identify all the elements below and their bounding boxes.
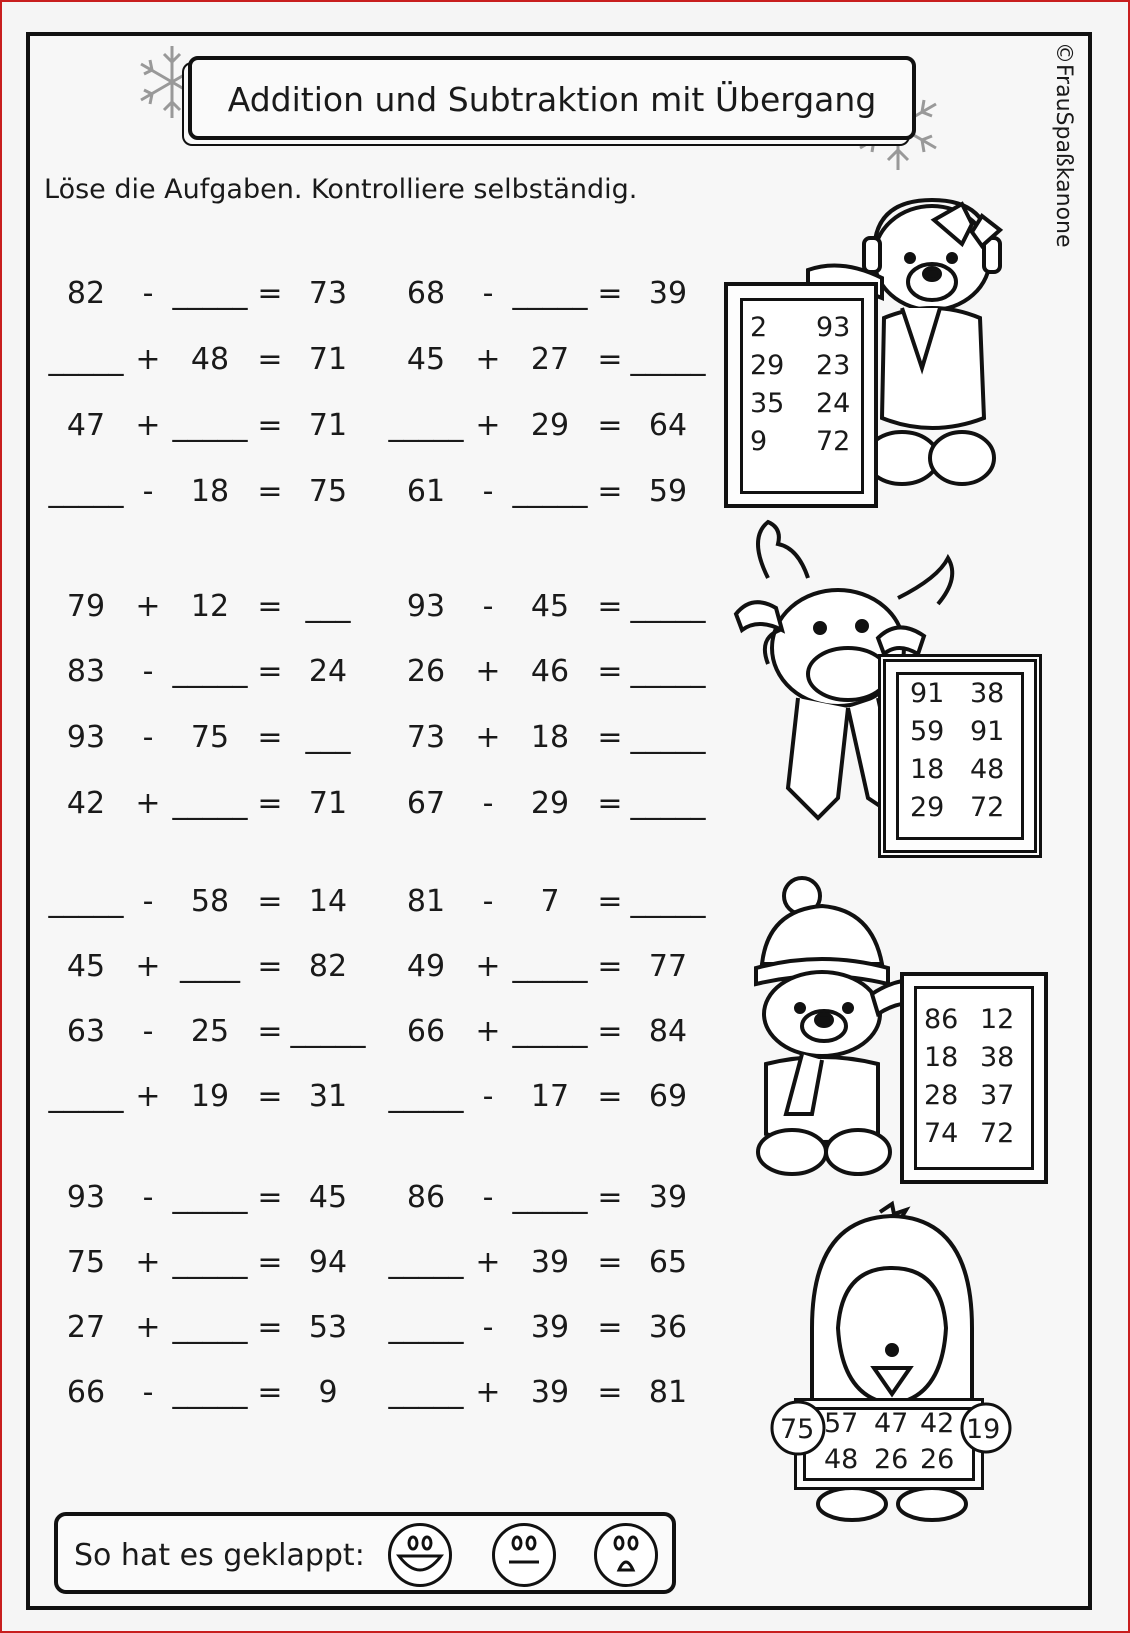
answer-blank[interactable]: _____: [630, 589, 706, 624]
operator: +: [475, 720, 501, 755]
operator: +: [475, 654, 501, 689]
equals-sign: =: [597, 1079, 623, 1114]
answer-blank[interactable]: _____: [630, 884, 706, 919]
number: 84: [648, 1014, 688, 1049]
equation-right: [386, 882, 706, 922]
number: 59: [648, 474, 688, 509]
equation-left: [46, 274, 366, 314]
answer-blank[interactable]: _____: [172, 276, 248, 311]
number: 66: [406, 1014, 446, 1049]
operator: +: [135, 1245, 161, 1280]
answer-value: 74: [924, 1118, 959, 1149]
title-box: [188, 56, 916, 140]
answer-blank[interactable]: _____: [388, 1245, 464, 1280]
answer-value: 42: [920, 1408, 955, 1439]
answer-blank[interactable]: _____: [290, 1014, 366, 1049]
number: 17: [530, 1079, 570, 1114]
answer-blank[interactable]: ___: [305, 720, 351, 755]
answer-value: 9: [750, 426, 768, 457]
operator: -: [482, 786, 494, 821]
equals-sign: =: [597, 654, 623, 689]
equals-sign: =: [257, 949, 283, 984]
answer-blank[interactable]: _____: [512, 1180, 588, 1215]
equals-sign: =: [597, 786, 623, 821]
equation-left: [46, 718, 366, 758]
answer-value: 86: [924, 1004, 959, 1035]
number: 25: [190, 1014, 230, 1049]
answer-blank[interactable]: _____: [512, 276, 588, 311]
operator: +: [135, 949, 161, 984]
number: 45: [308, 1180, 348, 1215]
number: 7: [540, 884, 560, 919]
answer-value: 12: [980, 1004, 1015, 1035]
answer-blank[interactable]: _____: [512, 1014, 588, 1049]
operator: +: [475, 408, 501, 443]
operator: +: [475, 1375, 501, 1410]
answer-blank[interactable]: _____: [630, 720, 706, 755]
operator: -: [142, 276, 154, 311]
page-title: Addition und Subtraktion mit Übergang: [227, 80, 877, 119]
number: 42: [66, 786, 106, 821]
operator: -: [482, 589, 494, 624]
answer-blank[interactable]: _____: [48, 474, 124, 509]
number: 73: [406, 720, 446, 755]
equation-left: [46, 1373, 366, 1413]
number: 81: [648, 1375, 688, 1410]
answer-value: 48: [824, 1444, 859, 1475]
answer-value: 2: [750, 312, 768, 343]
equation-right: [386, 274, 706, 314]
answer-blank[interactable]: _____: [172, 1375, 248, 1410]
number: 93: [66, 720, 106, 755]
equals-sign: =: [257, 1014, 283, 1049]
number: 39: [530, 1310, 570, 1345]
answer-blank[interactable]: ___: [305, 589, 351, 624]
number: 67: [406, 786, 446, 821]
number: 82: [308, 949, 348, 984]
operator: +: [475, 949, 501, 984]
equation-left: [46, 587, 366, 627]
answer-blank[interactable]: _____: [172, 408, 248, 443]
equation-right: [386, 340, 706, 380]
answer-blank[interactable]: _____: [512, 474, 588, 509]
number: 45: [66, 949, 106, 984]
equation-left: [46, 1178, 366, 1218]
number: 19: [190, 1079, 230, 1114]
equation-left: [46, 784, 366, 824]
number: 93: [406, 589, 446, 624]
equation-left: [46, 406, 366, 446]
equation-right: [386, 472, 706, 512]
number: 82: [66, 276, 106, 311]
equation-right: [386, 1178, 706, 1218]
operator: -: [482, 1310, 494, 1345]
equals-sign: =: [597, 342, 623, 377]
answer-blank[interactable]: _____: [172, 1310, 248, 1345]
equals-sign: =: [597, 474, 623, 509]
feedback-label: So hat es geklappt:: [74, 1538, 365, 1573]
equals-sign: =: [257, 1310, 283, 1345]
number: 65: [648, 1245, 688, 1280]
answer-blank[interactable]: _____: [630, 342, 706, 377]
equals-sign: =: [597, 408, 623, 443]
equals-sign: =: [597, 949, 623, 984]
number: 12: [190, 589, 230, 624]
equals-sign: =: [257, 1375, 283, 1410]
number: 71: [308, 408, 348, 443]
equals-sign: =: [597, 884, 623, 919]
answer-blank[interactable]: _____: [388, 408, 464, 443]
answer-value: 57: [824, 1408, 859, 1439]
answer-value: 26: [874, 1444, 909, 1475]
number: 79: [66, 589, 106, 624]
answer-value: 48: [970, 754, 1005, 785]
equation-left: [46, 472, 366, 512]
answer-blank[interactable]: _____: [388, 1375, 464, 1410]
equals-sign: =: [597, 1180, 623, 1215]
answer-blank[interactable]: _____: [630, 654, 706, 689]
operator: -: [482, 1079, 494, 1114]
answer-value: 18: [910, 754, 945, 785]
answer-blank[interactable]: _____: [172, 786, 248, 821]
number: 29: [530, 408, 570, 443]
operator: +: [135, 786, 161, 821]
equation-right: [386, 947, 706, 987]
number: 45: [530, 589, 570, 624]
answer-value: 18: [924, 1042, 959, 1073]
answer-panel-2: [878, 654, 1042, 858]
answer-blank[interactable]: _____: [388, 1310, 464, 1345]
answer-blank[interactable]: _____: [172, 1180, 248, 1215]
number: 75: [308, 474, 348, 509]
equals-sign: =: [257, 654, 283, 689]
equals-sign: =: [257, 1180, 283, 1215]
operator: -: [142, 1375, 154, 1410]
operator: -: [482, 884, 494, 919]
number: 83: [66, 654, 106, 689]
sad-face-icon[interactable]: [594, 1523, 658, 1587]
answer-value: 72: [980, 1118, 1015, 1149]
number: 86: [406, 1180, 446, 1215]
number: 39: [648, 1180, 688, 1215]
answer-value: 93: [816, 312, 851, 343]
equation-left: [46, 652, 366, 692]
operator: -: [482, 1180, 494, 1215]
answer-value: 91: [970, 716, 1005, 747]
number: 18: [530, 720, 570, 755]
number: 71: [308, 786, 348, 821]
number: 9: [318, 1375, 338, 1410]
number: 27: [530, 342, 570, 377]
answer-value: 38: [970, 678, 1005, 709]
operator: -: [142, 654, 154, 689]
operator: +: [475, 1245, 501, 1280]
number: 27: [66, 1310, 106, 1345]
equation-right: [386, 1077, 706, 1117]
number: 46: [530, 654, 570, 689]
number: 39: [648, 276, 688, 311]
answer-value: 59: [910, 716, 945, 747]
number: 71: [308, 342, 348, 377]
operator: -: [142, 474, 154, 509]
number: 77: [648, 949, 688, 984]
answer-value: 72: [970, 792, 1005, 823]
equals-sign: =: [257, 589, 283, 624]
answer-value: 24: [816, 388, 851, 419]
answer-value: 37: [980, 1080, 1015, 1111]
number: 49: [406, 949, 446, 984]
equals-sign: =: [597, 1014, 623, 1049]
credit-text: ©FrauSpaßkanone: [1051, 42, 1076, 248]
equation-left: [46, 1243, 366, 1283]
equation-left: [46, 1077, 366, 1117]
answer-value: 35: [750, 388, 785, 419]
operator: +: [475, 1014, 501, 1049]
equation-right: [386, 1373, 706, 1413]
number: 69: [648, 1079, 688, 1114]
equals-sign: =: [257, 720, 283, 755]
answer-value: 26: [920, 1444, 955, 1475]
neutral-face-icon[interactable]: [492, 1523, 556, 1587]
answer-blank[interactable]: _____: [172, 654, 248, 689]
equals-sign: =: [257, 884, 283, 919]
instruction-text: Löse die Aufgaben. Kontrolliere selbständig.: [44, 174, 638, 205]
equation-left: [46, 1012, 366, 1052]
feedback-box: [54, 1512, 676, 1594]
answer-value: 23: [816, 350, 851, 381]
answer-value: 38: [980, 1042, 1015, 1073]
number: 68: [406, 276, 446, 311]
answer-blank[interactable]: _____: [388, 1079, 464, 1114]
answer-blank[interactable]: _____: [48, 342, 124, 377]
number: 81: [406, 884, 446, 919]
number: 93: [66, 1180, 106, 1215]
operator: +: [135, 1310, 161, 1345]
number: 29: [530, 786, 570, 821]
number: 39: [530, 1375, 570, 1410]
equals-sign: =: [257, 1079, 283, 1114]
number: 24: [308, 654, 348, 689]
operator: -: [482, 276, 494, 311]
equation-right: [386, 406, 706, 446]
number: 75: [66, 1245, 106, 1280]
number: 64: [648, 408, 688, 443]
number: 61: [406, 474, 446, 509]
equals-sign: =: [257, 276, 283, 311]
answer-value: 91: [910, 678, 945, 709]
equals-sign: =: [597, 589, 623, 624]
equation-right: [386, 652, 706, 692]
equals-sign: =: [597, 276, 623, 311]
equals-sign: =: [257, 474, 283, 509]
number: 66: [66, 1375, 106, 1410]
operator: +: [135, 589, 161, 624]
answer-value: 47: [874, 1408, 909, 1439]
answer-panel-3: [900, 972, 1048, 1184]
equals-sign: =: [597, 1375, 623, 1410]
equals-sign: =: [257, 1245, 283, 1280]
operator: -: [482, 474, 494, 509]
operator: -: [142, 1180, 154, 1215]
number: 26: [406, 654, 446, 689]
equals-sign: =: [257, 786, 283, 821]
happy-face-icon[interactable]: [388, 1523, 452, 1587]
equation-right: [386, 718, 706, 758]
equation-right: [386, 1012, 706, 1052]
answer-blank[interactable]: _____: [172, 1245, 248, 1280]
answer-value: 29: [910, 792, 945, 823]
answer-panel-1: [724, 282, 878, 508]
equation-right: [386, 1308, 706, 1348]
operator: +: [135, 408, 161, 443]
number: 36: [648, 1310, 688, 1345]
answer-value: 28: [924, 1080, 959, 1111]
number: 31: [308, 1079, 348, 1114]
answer-value: 72: [816, 426, 851, 457]
answer-blank[interactable]: _____: [48, 884, 124, 919]
number: 53: [308, 1310, 348, 1345]
number: 18: [190, 474, 230, 509]
equation-right: [386, 1243, 706, 1283]
answer-blank[interactable]: _____: [630, 786, 706, 821]
number: 73: [308, 276, 348, 311]
number: 75: [190, 720, 230, 755]
answer-blank[interactable]: ____: [180, 949, 240, 984]
operator: +: [475, 342, 501, 377]
equation-left: [46, 1308, 366, 1348]
answer-blank[interactable]: _____: [512, 949, 588, 984]
equals-sign: =: [597, 1245, 623, 1280]
equation-left: [46, 947, 366, 987]
number: 58: [190, 884, 230, 919]
equation-right: [386, 784, 706, 824]
operator: -: [142, 884, 154, 919]
equation-right: [386, 587, 706, 627]
answer-value: 29: [750, 350, 785, 381]
answer-value: 75: [780, 1414, 815, 1445]
number: 48: [190, 342, 230, 377]
equals-sign: =: [597, 720, 623, 755]
answer-blank[interactable]: _____: [48, 1079, 124, 1114]
number: 63: [66, 1014, 106, 1049]
equation-left: [46, 882, 366, 922]
number: 39: [530, 1245, 570, 1280]
credit-label: [1050, 42, 1080, 282]
equation-left: [46, 340, 366, 380]
number: 94: [308, 1245, 348, 1280]
number: 47: [66, 408, 106, 443]
number: 45: [406, 342, 446, 377]
operator: -: [142, 1014, 154, 1049]
operator: -: [142, 720, 154, 755]
answer-value: 19: [966, 1414, 1001, 1445]
equals-sign: =: [257, 342, 283, 377]
number: 14: [308, 884, 348, 919]
equals-sign: =: [597, 1310, 623, 1345]
operator: +: [135, 342, 161, 377]
operator: +: [135, 1079, 161, 1114]
equals-sign: =: [257, 408, 283, 443]
